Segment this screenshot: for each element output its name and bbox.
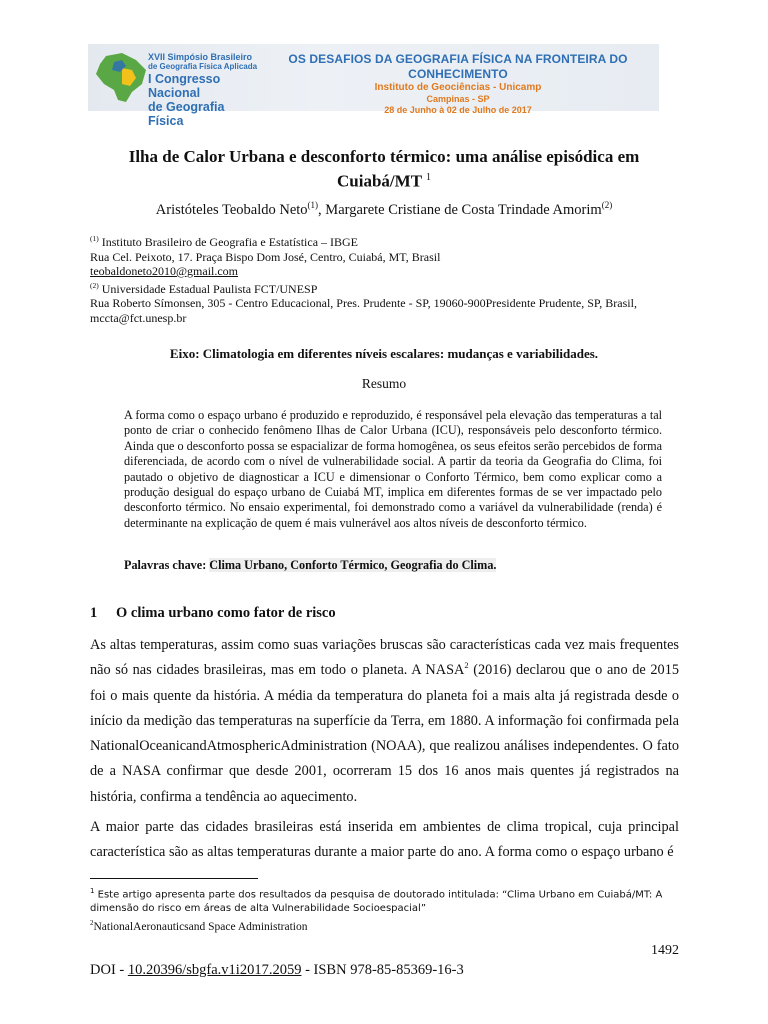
author-list bbox=[90, 196, 678, 219]
footnote-1-marker: 1 bbox=[90, 887, 95, 895]
keywords-label: Palavras chave: bbox=[124, 558, 210, 572]
section-number: 1 bbox=[90, 605, 98, 621]
title-line-2: Cuiabá/MT bbox=[337, 171, 422, 191]
footnote-1-text: Este artigo apresenta parte dos resultados da pesquisa de doutorado intitulada: “Clima Urbano em Cuiabá/MT: A dimensão do risco em áreas de alta Vulnerabilidade Socioespacial” bbox=[90, 889, 663, 915]
paragraph-1-part-b: (2016) declarou que o ano de 2015 foi o mais quente da história. A média da temperatura do planeta foi a mais alta já registrada desde o início da medição das temperaturas na superfície da Terra, em 1880. A informação foi confirmada pela NationalOceanicandAtmosphericAdministration (NOAA), que realizou análises independentes. O fato de a NASA confirmar que desde 2001, ocorreram 15 dos 16 anos mais quentes já registrados na história, confirma a tendência ao aquecimento. bbox=[90, 662, 679, 805]
footnotes bbox=[90, 884, 679, 934]
paragraph-1-part-a: As altas temperaturas, assim como suas variações bruscas são características cada vez mais frequentes não só nas cidades brasileiras, mas em todo o planeta. A NASA bbox=[90, 637, 679, 679]
footnote-2-text: NationalAeronauticsand Space Administration bbox=[93, 921, 308, 934]
keywords-values: Clima Urbano, Conforto Térmico, Geografia do Clima. bbox=[209, 558, 497, 572]
theme-dates: 28 de Junho à 02 de Julho de 2017 bbox=[384, 105, 532, 115]
header-banner bbox=[88, 44, 659, 128]
theme-city: Campinas - SP bbox=[426, 94, 490, 104]
event-line-2: de Geografia Física Aplicada bbox=[148, 62, 258, 71]
doi-link[interactable]: 10.20396/sbgfa.v1i2017.2059 bbox=[127, 962, 302, 978]
affiliation-2-institution: Universidade Estadual Paulista FCT/UNESP bbox=[98, 281, 318, 296]
event-line-4: de Geografia Física bbox=[148, 100, 225, 128]
affiliation-1-institution: Instituto Brasileiro de Geografia e Estatística – IBGE bbox=[98, 235, 359, 249]
affiliation-1-marker: (1) bbox=[90, 234, 99, 243]
page-number: 1492 bbox=[651, 943, 679, 958]
author-1-marker: (1) bbox=[307, 200, 319, 210]
author-2: Margarete Cristiane de Costa Trindade Amorim bbox=[325, 201, 602, 218]
author-separator: , bbox=[318, 201, 326, 218]
section-title: O clima urbano como fator de risco bbox=[116, 605, 336, 621]
footnote-divider bbox=[90, 878, 258, 879]
footnote-1 bbox=[90, 884, 679, 916]
theme-institute: Instituto de Geociências - Unicamp bbox=[374, 82, 542, 93]
thematic-axis: Eixo: Climatologia em diferentes níveis escalares: mudanças e variabilidades. bbox=[169, 346, 599, 361]
paper-title bbox=[90, 146, 678, 192]
body-paragraph-2: A maior parte das cidades brasileiras está inserida em ambientes de clima tropical, cuja principal característica são as altas temperaturas durante a maior parte do ano. A forma como o espaço urbano é bbox=[90, 819, 679, 861]
affiliations bbox=[90, 232, 690, 325]
section-heading bbox=[90, 604, 678, 622]
event-theme bbox=[260, 52, 656, 116]
brazil-map-logo bbox=[92, 50, 150, 106]
isbn: - ISBN 978-85-85369-16-3 bbox=[301, 962, 464, 978]
affiliation-2-email: mccta@fct.unesp.br bbox=[90, 310, 187, 325]
abstract-heading: Resumo bbox=[361, 376, 407, 391]
abstract-text: A forma como o espaço urbano é produzido e reproduzido, é responsável pela elevação das temperaturas a tal ponto de criar o conhecido fenômeno Ilhas de Calor Urbana (ICU), responsáveis pelo desconforto térmico. Ainda que o desconforto possa se espacializar de forma homogênea, os seus efeitos serão percebidos de forma diferenciada, de acordo com o nível de vulnerabilidade social. A partir da teoria da Geografia do Clima, foi pautado o objetivo de diagnosticar a ICU e dimensionar o Conforto Térmico, bem como explicar como a produção desigual do espaço urbano de Cuiabá MT, implica em diferentes formas de se ver impactado pelo desconforto térmico. No ensaio experimental, foi demonstrado como a variável da vulnerabilidade (renda) é determinante na explicação de quem é mais vulnerável aos altos níveis de desconforto térmico. bbox=[124, 408, 662, 530]
event-name bbox=[148, 52, 258, 128]
affiliation-2 bbox=[90, 279, 690, 297]
body-paragraph-1 bbox=[90, 633, 679, 810]
theme-title: OS DESAFIOS DA GEOGRAFIA FÍSICA NA FRONTEIRA DO CONHECIMENTO bbox=[288, 52, 628, 81]
affiliation-2-address: Rua Roberto Símonsen, 305 - Centro Educacional, Pres. Prudente - SP, 19060-900Presidente Prudente, SP, Brasil, bbox=[90, 296, 637, 310]
paragraph-1-footnote-marker: 2 bbox=[464, 660, 469, 671]
affiliation-1 bbox=[90, 232, 690, 250]
doi-prefix: DOI - bbox=[90, 962, 128, 978]
footnote-2 bbox=[90, 916, 679, 934]
affiliation-1-address: Rua Cel. Peixoto, 17. Praça Bispo Dom José, Centro, Cuiabá, MT, Brasil bbox=[90, 249, 441, 264]
event-line-1: XVII Simpósio Brasileiro bbox=[148, 52, 253, 62]
affiliation-2-marker: (2) bbox=[90, 280, 99, 290]
title-line-1: Ilha de Calor Urbana e desconforto térmico: uma análise episódica em bbox=[128, 147, 640, 166]
title-footnote-marker: 1 bbox=[425, 172, 431, 183]
affiliation-1-email-link[interactable]: teobaldoneto2010@gmail.com bbox=[90, 264, 239, 278]
doi-line bbox=[90, 961, 679, 979]
author-1: Aristóteles Teobaldo Neto bbox=[155, 201, 308, 218]
footnote-2-marker: 2 bbox=[90, 919, 94, 928]
event-line-3: I Congresso Nacional bbox=[148, 72, 221, 100]
keywords bbox=[124, 558, 662, 573]
author-2-marker: (2) bbox=[601, 200, 613, 210]
